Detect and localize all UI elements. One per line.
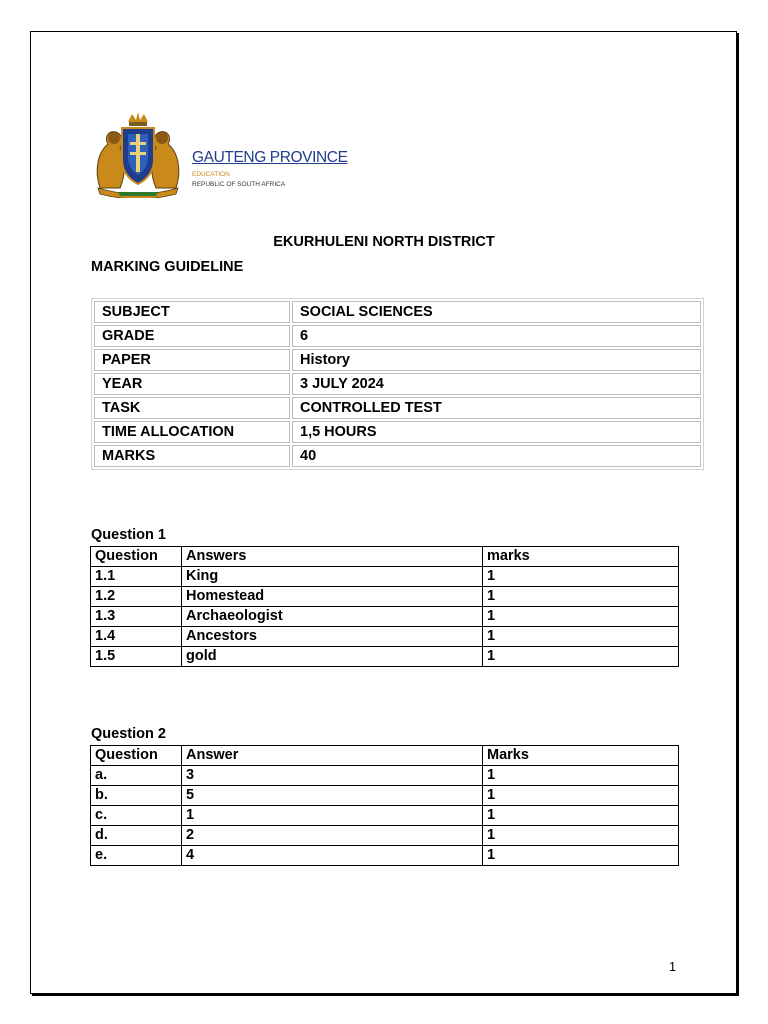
logo-country: REPUBLIC OF SOUTH AFRICA [192, 181, 286, 188]
question2-table [90, 745, 679, 866]
info-row [94, 421, 701, 443]
info-value: History [292, 349, 701, 371]
column-header: Question [91, 547, 182, 567]
info-key: PAPER [94, 349, 290, 371]
answer-cell: 3 [182, 766, 483, 786]
info-value: CONTROLLED TEST [292, 397, 701, 419]
question-number: 1.3 [91, 607, 182, 627]
question2-label: Question 2 [91, 726, 166, 742]
column-header: Marks [483, 746, 679, 766]
table-row [91, 846, 679, 866]
column-header: marks [483, 547, 679, 567]
info-key: SUBJECT [94, 301, 290, 323]
question-number: 1.2 [91, 587, 182, 607]
info-table [91, 298, 704, 470]
question-number: b. [91, 786, 182, 806]
answer-cell: gold [182, 647, 483, 667]
table-row [91, 786, 679, 806]
info-row [94, 373, 701, 395]
coat-of-arms-icon [88, 108, 188, 198]
info-key: TIME ALLOCATION [94, 421, 290, 443]
answer-cell: 2 [182, 826, 483, 846]
marks-cell: 1 [483, 647, 679, 667]
answer-cell: Archaeologist [182, 607, 483, 627]
info-row [94, 445, 701, 467]
info-value: 3 JULY 2024 [292, 373, 701, 395]
marks-cell: 1 [483, 627, 679, 647]
info-row [94, 349, 701, 371]
logo-title: GAUTENG PROVINCE [192, 149, 348, 166]
answer-cell: 4 [182, 846, 483, 866]
column-header: Answers [182, 547, 483, 567]
marks-cell: 1 [483, 786, 679, 806]
question-number: a. [91, 766, 182, 786]
table-row [91, 587, 679, 607]
document-type: MARKING GUIDELINE [91, 259, 244, 275]
table-row [91, 826, 679, 846]
table-row [91, 627, 679, 647]
question-number: d. [91, 826, 182, 846]
marks-cell: 1 [483, 806, 679, 826]
gauteng-logo [88, 108, 348, 198]
answer-cell: Ancestors [182, 627, 483, 647]
info-key: YEAR [94, 373, 290, 395]
question1-label: Question 1 [91, 527, 166, 543]
info-key: GRADE [94, 325, 290, 347]
marks-cell: 1 [483, 766, 679, 786]
logo-education: EDUCATION [192, 171, 230, 178]
question1-table [90, 546, 679, 667]
info-row [94, 325, 701, 347]
info-value: 40 [292, 445, 701, 467]
table-row [91, 647, 679, 667]
marks-cell: 1 [483, 567, 679, 587]
table-header-row [91, 746, 679, 766]
info-key: MARKS [94, 445, 290, 467]
answer-cell: King [182, 567, 483, 587]
info-value: 1,5 HOURS [292, 421, 701, 443]
question-number: 1.4 [91, 627, 182, 647]
marks-cell: 1 [483, 826, 679, 846]
info-row [94, 301, 701, 323]
info-row [94, 397, 701, 419]
marks-cell: 1 [483, 587, 679, 607]
question-number: 1.5 [91, 647, 182, 667]
district-title: EKURHULENI NORTH DISTRICT [273, 234, 495, 250]
question-number: c. [91, 806, 182, 826]
answer-cell: Homestead [182, 587, 483, 607]
marks-cell: 1 [483, 846, 679, 866]
answer-cell: 1 [182, 806, 483, 826]
info-value: SOCIAL SCIENCES [292, 301, 701, 323]
marks-cell: 1 [483, 607, 679, 627]
column-header: Question [91, 746, 182, 766]
table-row [91, 567, 679, 587]
question-number: e. [91, 846, 182, 866]
info-value: 6 [292, 325, 701, 347]
answer-cell: 5 [182, 786, 483, 806]
table-row [91, 766, 679, 786]
info-key: TASK [94, 397, 290, 419]
page-number: 1 [669, 960, 676, 974]
column-header: Answer [182, 746, 483, 766]
question-number: 1.1 [91, 567, 182, 587]
table-row [91, 806, 679, 826]
table-row [91, 607, 679, 627]
table-header-row [91, 547, 679, 567]
